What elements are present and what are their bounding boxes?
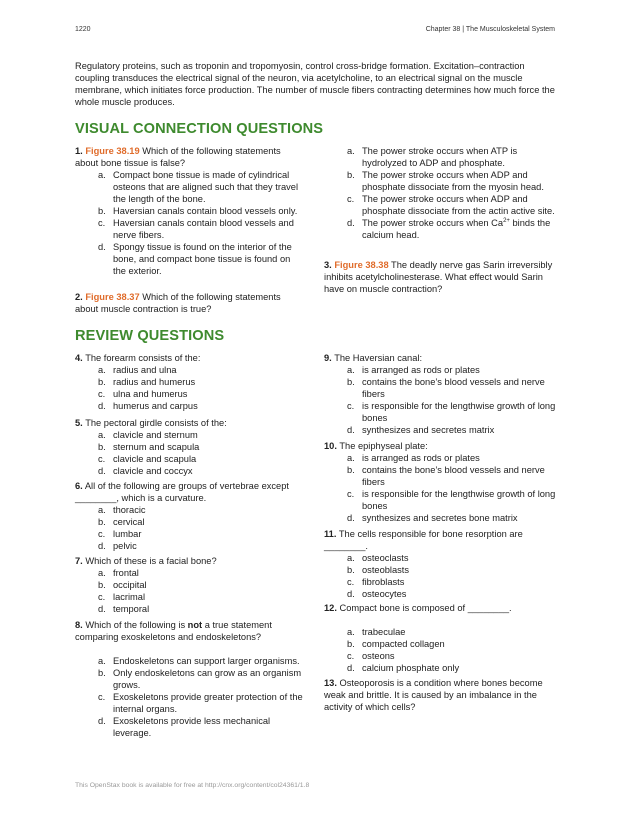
option: b. contains the bone’s blood vessels and nerve fibers (347, 465, 545, 487)
option: d. calcium phosphate only (347, 663, 460, 673)
figure-link-38-38[interactable]: Figure 38.38 (334, 260, 389, 270)
footer-note: This OpenStax book is available for free at http://cnx.org/content/col24361/1.8 (75, 782, 310, 789)
option: a. radius and ulna (98, 365, 177, 375)
question-3: 3. Figure 38.38 The deadly nerve gas Sarin irreversibly inhibits acetylcholinesterase. What effect would Sarin have on muscle contraction? (324, 260, 553, 294)
option: b. sternum and scapula (98, 442, 200, 452)
option: b. The power stroke occurs when ADP and phosphate dissociate from the myosin head. (347, 170, 544, 192)
question-6: 6. All of the following are groups of vertebrae except ________, which is a curvature. a. thoracic b. cervical c. lumbar d. pelvic (75, 480, 305, 552)
question-2-options (324, 145, 559, 241)
option: b. Haversian canals contain blood vessels only. (98, 206, 298, 216)
option: a. Endoskeletons can support larger organisms. (98, 656, 300, 666)
option: d. The power stroke occurs when $Ca^{2+}$ binds the calcium head. (347, 218, 551, 240)
question-2-stem: 2. Figure 38.37 Which of the following statements about muscle contraction is true? (75, 292, 281, 314)
question-12: 12. Compact bone is composed of ________. a. trabeculae b. compacted collagen c. osteons d. calcium phosphate only (324, 602, 559, 674)
question-9: 9. The Haversian canal: a. is arranged as rods or plates b. contains the bone’s blood vessels and nerve fibers c. is responsible for the lengthwise growth of long bones d. synthesizes and secretes matrix (324, 352, 559, 436)
option: d. pelvic (98, 541, 137, 551)
option: d. synthesizes and secretes matrix (347, 425, 495, 435)
figure-link-38-19[interactable]: Figure 38.19 (85, 146, 140, 156)
option: c. The power stroke occurs when ADP and phosphate dissociate from the actin active site. (347, 194, 555, 216)
option: d. clavicle and coccyx (98, 466, 193, 476)
question-7: 7. Which of these is a facial bone? a. frontal b. occipital c. lacrimal d. temporal (75, 555, 305, 615)
option: c. osteons (347, 651, 395, 661)
question-5: 5. The pectoral girdle consists of the: a. clavicle and sternum b. sternum and scapula c. clavicle and scapula d. clavicle and coccyx (75, 417, 305, 477)
option: a. is arranged as rods or plates (347, 453, 480, 463)
option: d. temporal (98, 604, 150, 614)
option: d. synthesizes and secretes bone matrix (347, 513, 518, 523)
question-13: 13. Osteoporosis is a condition where bones become weak and brittle. It is caused by an imbalance in the activity of which cells? (324, 678, 543, 712)
option: a. frontal (98, 568, 139, 578)
review-questions-heading: REVIEW QUESTIONS (75, 328, 225, 344)
option: b. osteoblasts (347, 565, 410, 575)
question-4: 4. The forearm consists of the: a. radius and ulna b. radius and humerus c. ulna and humerus d. humerus and carpus (75, 352, 305, 412)
option: b. Only endoskeletons can grow as an organism grows. (98, 668, 302, 690)
question-8: 8. Which of the following is not a true statement comparing exoskeletons and endoskeletons? a. Endoskeletons can support larger organisms. b. Only endoskeletons can grow as an organism grows. c. Exoskeletons provide greater protection of the internal organs. d. Exoskeletons provide less mechanical leverage. (75, 619, 307, 739)
option: b. compacted collagen (347, 639, 445, 649)
intro-paragraph: Regulatory proteins, such as troponin and tropomyosin, control cross-bridge formation. Excitation–contraction coupling transduces the electrical signal of the neuron, via acetylcholine, to an electrical signal on the muscle membrane, which initiates force production. The number of muscle fibers contracting determines how much force the whole muscle produces. (75, 61, 555, 107)
option: a. Compact bone tissue is made of cylindrical osteons that are aligned such that they travel the length of the bone. (98, 170, 299, 204)
visual-connection-heading: VISUAL CONNECTION QUESTIONS (75, 121, 324, 137)
option: a. thoracic (98, 505, 146, 515)
question-10: 10. The epiphyseal plate: a. is arranged as rods or plates b. contains the bone’s blood vessels and nerve fibers c. is responsible for the lengthwise growth of long bones d. synthesizes and secretes bone matrix (324, 440, 559, 524)
option: d. humerus and carpus (98, 401, 198, 411)
option: a. osteoclasts (347, 553, 409, 563)
question-1-stem: 1. Figure 38.19 Which of the following statements about bone tissue is false? (75, 146, 281, 168)
option: c. is responsible for the lengthwise growth of long bones (347, 489, 556, 511)
option: a. is arranged as rods or plates (347, 365, 480, 375)
option: a. clavicle and sternum (98, 430, 198, 440)
option: c. ulna and humerus (98, 389, 188, 399)
question-1 (75, 145, 305, 277)
chapter-title: Chapter 38 | The Musculoskeletal System (425, 26, 555, 33)
option: b. occipital (98, 580, 147, 590)
option: b. contains the bone’s blood vessels and nerve fibers (347, 377, 545, 399)
option: d. osteocytes (347, 589, 407, 599)
option: c. fibroblasts (347, 577, 405, 587)
option: d. Exoskeletons provide less mechanical leverage. (98, 716, 271, 738)
question-1-options (75, 169, 305, 277)
option: b. radius and humerus (98, 377, 196, 387)
option: c. clavicle and scapula (98, 454, 197, 464)
option: d. Spongy tissue is found on the interior of the bone, and compact bone tissue is found on the exterior. (98, 242, 292, 276)
figure-link-38-37[interactable]: Figure 38.37 (85, 292, 140, 302)
option: c. lumbar (98, 529, 142, 539)
option: c. lacrimal (98, 592, 146, 602)
option: c. Exoskeletons provide greater protection of the internal organs. (98, 692, 303, 714)
option: b. cervical (98, 517, 145, 527)
page-number: 1220 (75, 26, 91, 33)
option: a. trabeculae (347, 627, 406, 637)
option: c. Haversian canals contain blood vessels and nerve fibers. (98, 218, 294, 240)
option: c. is responsible for the lengthwise growth of long bones (347, 401, 556, 423)
question-11: 11. The cells responsible for bone resorption are ________. a. osteoclasts b. osteoblasts c. fibroblasts d. osteocytes (324, 528, 556, 600)
option: a. The power stroke occurs when ATP is hydrolyzed to ADP and phosphate. (347, 146, 518, 168)
